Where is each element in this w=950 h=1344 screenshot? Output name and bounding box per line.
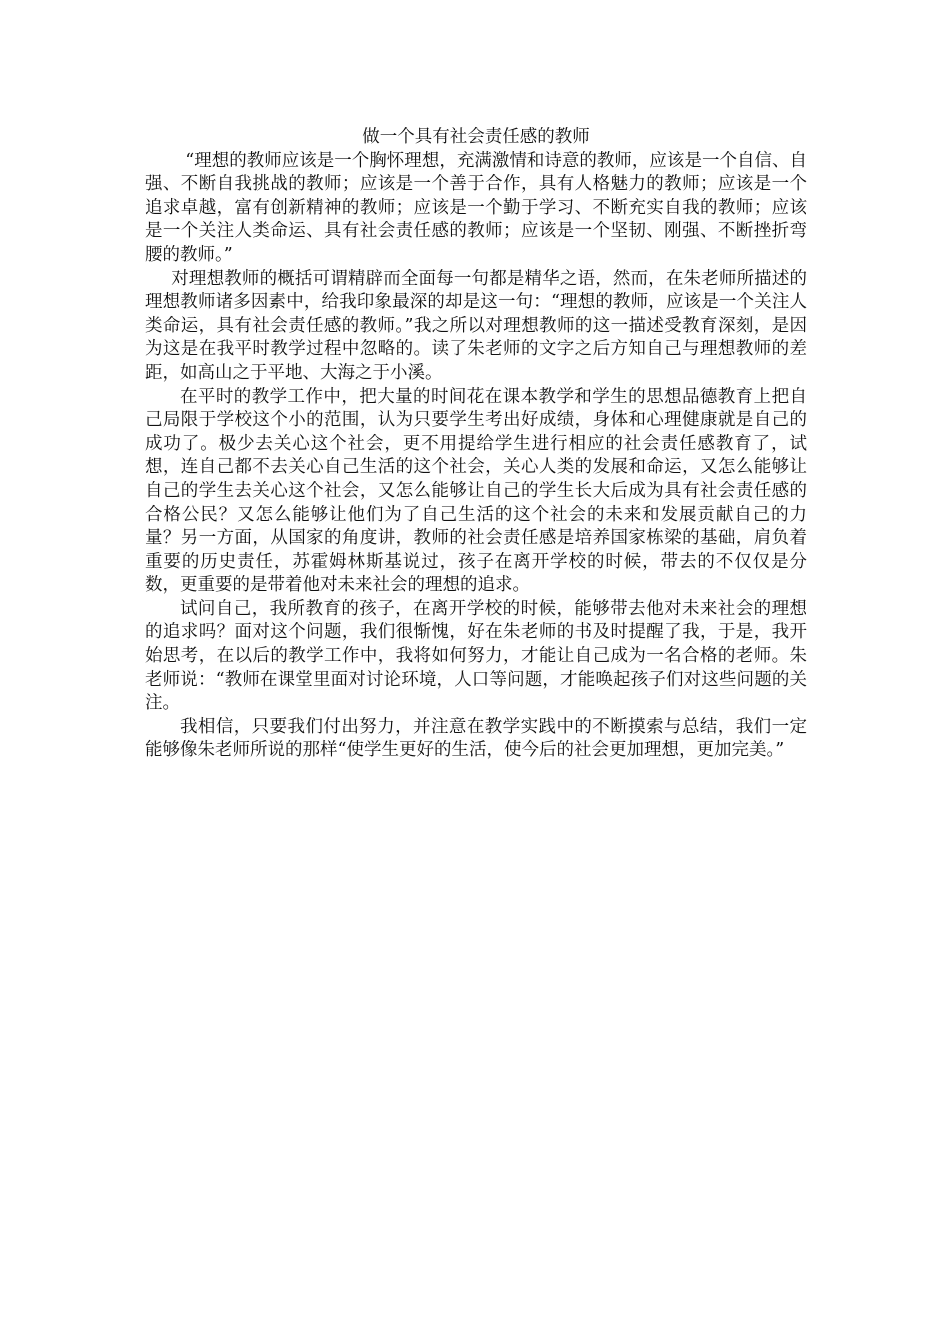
paragraph-3: 在平时的教学工作中，把大量的时间花在课本教学和学生的思想品德教育上把自己局限于学校这个小的范围，认为只要学生考出好成绩，身体和心理健康就是自己的成功了。极少去关心这个社会，更不用提给学生进行相应的社会责任感教育了，试想，连自己都不去关心自己生活的这个社会，关心人类的发展和命运，又怎么能够让自己的学生去关心这个社会，又怎么能够让自己的学生长大后成为具有社会责任感的合格公民？又怎么能够让他们为了自己生活的这个社会的未来和发展贡献自己的力量？另一方面，从国家的角度讲，教师的社会责任感是培养国家栋梁的基础，肩负着重要的历史责任，苏霍姆林斯基说过，孩子在离开学校的时候，带去的不仅仅是分数，更重要的是带着他对未来社会的理想的追求。 [145, 386, 807, 596]
paragraph-4: 试问自己，我所教育的孩子，在离开学校的时候，能够带去他对未来社会的理想的追求吗？面对这个问题，我们很惭愧，好在朱老师的书及时提醒了我，于是，我开始思考，在以后的教学工作中，我将如何努力，才能让自己成为一名合格的老师。朱老师说：“教师在课堂里面对讨论环境，人口等问题，才能唤起孩子们对这些问题的关注。 [145, 598, 807, 714]
paragraph-1: “理想的教师应该是一个胸怀理想，充满激情和诗意的教师，应该是一个自信、自强、不断自我挑战的教师；应该是一个善于合作，具有人格魅力的教师；应该是一个追求卓越，富有创新精神的教师；应该是一个勤于学习、不断充实自我的教师；应该是一个关注人类命运、具有社会责任感的教师；应该是一个坚韧、刚强、不断挫折弯腰的教师。” [145, 150, 807, 265]
document-title: 做一个具有社会责任感的教师 [362, 127, 590, 147]
paragraph-2: 对理想教师的概括可谓精辟而全面每一句都是精华之语，然而，在朱老师所描述的理想教师诸多因素中，给我印象最深的却是这一句：“理想的教师，应该是一个关注人类命运，具有社会责任感的教师。”我之所以对理想教师的这一描述受教育深刻，是因为这是在我平时教学过程中忽略的。读了朱老师的文字之后方知自己与理想教师的差距，如高山之于平地、大海之于小溪。 [145, 268, 807, 383]
document-body [145, 126, 807, 763]
paragraph-5: 我相信，只要我们付出努力，并注意在教学实践中的不断摸索与总结，我们一定能够像朱老师所说的那样“使学生更好的生活，使今后的社会更加理想，更加完美。” [145, 716, 807, 761]
